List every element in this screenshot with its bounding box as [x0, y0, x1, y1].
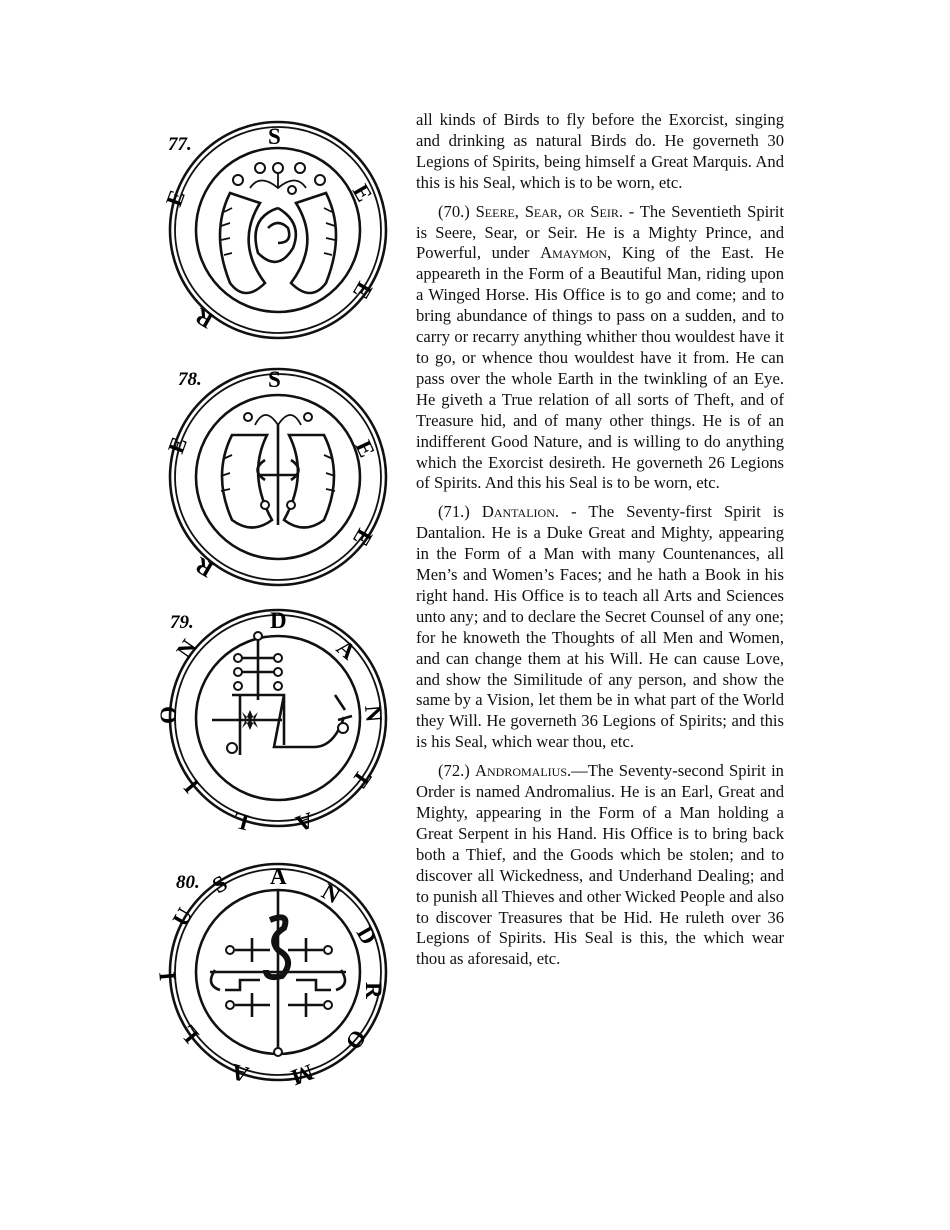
ring-letter: E [350, 436, 380, 462]
ring-letter: N [317, 878, 345, 909]
ring-letter: E [347, 180, 377, 206]
ring-letter: L [230, 807, 252, 836]
paragraph-continuation: all kinds of Birds to fly before the Exorcist, singing and drinking as natural Birds do. He governeth 30 Legions of Spirits, being himself a Great Marquis. And this is his Seal, which is to be worn, etc. [416, 110, 784, 192]
ring-letter: D [270, 608, 287, 633]
ring-letter: U [167, 903, 198, 931]
seal-80 [154, 850, 400, 1091]
ring-letter: S [268, 124, 281, 149]
ring-letter: O [340, 1025, 372, 1055]
paragraph-dantalion: (71.) Dantalion. - The Seventy-first Spirit is Dantalion. He is a Duke Great and Mighty, appearing in the Form of a Man with many Countenances, all Men’s and Women’s Faces; and he hath a Book in his right hand. His Office is to teach all Arts and Sciences unto any; and to declare the Secret Counsel of any one; for he knoweth the Thoughts of all Men and Women, and can change them at his Will. He can cause Love, and show the Similitude of any person, and show the same by a Vision, let them be in what part of the World they Will. He governeth 36 Legions of Spirits; and this is his Seal, which wear thou, etc. [416, 502, 784, 752]
seal-number: 78. [178, 369, 202, 390]
seal-number: 80. [176, 872, 200, 893]
text-column [416, 110, 784, 978]
paragraph-seere: (70.) Seere, Sear, or Seir. - The Seventieth Spirit is Seere, Sear, or Seir. He is a Mighty Prince, and Powerful, under Amaymon, King of the East. He appeareth in the Form of a Beautiful Man, riding upon a Winged Horse. His Office is to go and come; and to bring abundance of things to pass on a sudden, and to carry or recarry anything whither thou wouldest have it to go, or whence thou wouldest have it from. He can pass over the whole Earth in the twinkling of an Eye. He giveth a True relation of all sorts of Theft, and of Treasure hid, and of many other things. He is of an indifferent Good Nature, and is willing to do anything which the Exorcist desireth. He governeth 26 Legions of Spirits. And this his Seal is to be worn, etc. [416, 201, 784, 493]
ring-letter: A [270, 864, 287, 889]
ring-letter: R [361, 982, 386, 999]
spirit-name: Seere, Sear, or Seir. [475, 201, 623, 221]
ring-letter: R [190, 552, 218, 583]
ring-letter: S [268, 367, 281, 392]
seal-77-image [160, 108, 400, 348]
seal-79 [156, 600, 400, 840]
seal-77 [160, 108, 400, 348]
ring-letter: E [347, 277, 378, 304]
ring-letter: I [154, 970, 180, 982]
king-name: Amaymon [540, 243, 608, 263]
ring-letter: R [190, 303, 218, 334]
paragraph-andromalius: (72.) Andromalius.—The Seventy-second Spirit in Order is named Andromalius. He is an Earl, Great and Mighty, appearing in the Form of a Man holding a Great Serpent in his Hand. His Office is to bring back both a Thief, and the Goods which be stolen; and to discover all Wickedness, and Underhand Dealing; and to punish all Thieves and other Wicked People and also to discover Treasures that be Hid. He ruleth over 36 Legions of Spirits. His Seal is this, the which wear thou as aforesaid, etc. [416, 761, 784, 969]
ring-letter: M [287, 1059, 317, 1091]
ring-letter: E [163, 433, 192, 457]
ring-letter: A [292, 807, 317, 837]
seal-number: 79. [170, 612, 194, 633]
ring-letter: S [208, 870, 232, 899]
spirit-name: Dantalion. [481, 502, 560, 522]
ring-letter: D [351, 922, 382, 949]
ring-letter: O [156, 706, 181, 724]
ring-letter: E [347, 524, 378, 551]
seal-79-image [156, 600, 400, 840]
seal-78 [160, 355, 400, 595]
ring-letter: E [161, 186, 190, 210]
ring-letter: I [178, 774, 204, 798]
seal-number: 77. [168, 134, 192, 155]
ring-letter: L [174, 1020, 204, 1048]
ring-letter: T [347, 765, 377, 793]
ring-letter: A [228, 1058, 252, 1088]
spirit-name: Andromalius. [475, 761, 572, 781]
seal-78-image [160, 355, 400, 595]
ring-letter: N [171, 634, 202, 663]
ring-letter: N [360, 704, 387, 723]
seal-80-image [154, 850, 400, 1091]
ring-letter: A [331, 634, 361, 665]
